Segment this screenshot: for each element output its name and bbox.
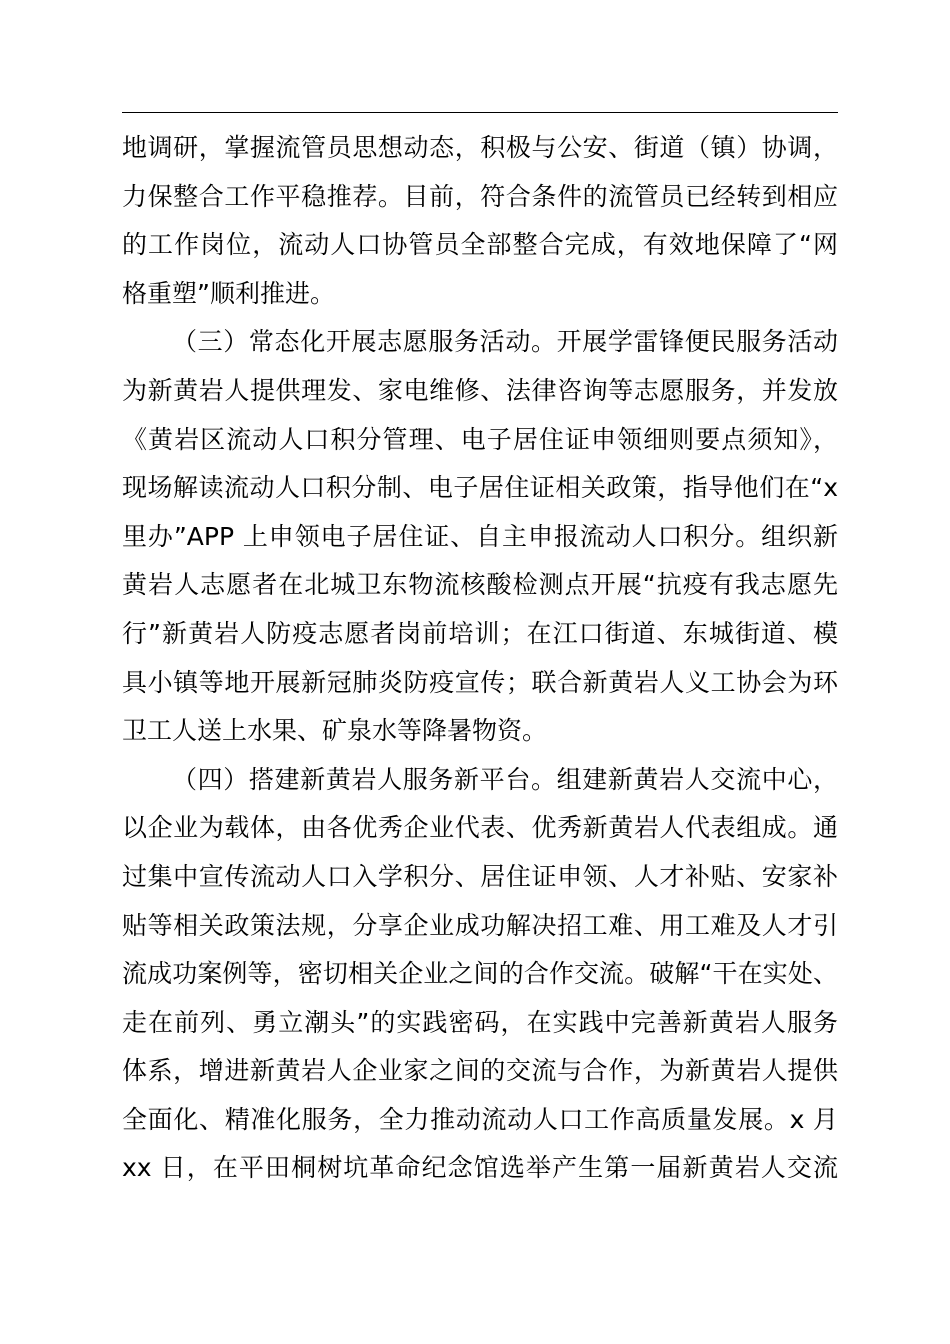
- text-line: 地调研，掌握流管员思想动态，积极与公安、街道（镇）协调，: [122, 133, 838, 162]
- text-line: 体系，增进新黄岩人企业家之间的交流与合作，为新黄岩人提供: [122, 1056, 838, 1086]
- text-line: 走在前列、勇立潮头”的实践密码，在实践中完善新黄岩人服务: [122, 1007, 838, 1037]
- text-line: 为新黄岩人提供理发、家电维修、法律咨询等志愿服务，并发放: [122, 375, 838, 405]
- paragraph-section-4: [122, 756, 838, 1193]
- paragraph-continuation: [122, 124, 838, 318]
- header-rule: [122, 112, 838, 113]
- paragraph-section-3: [122, 318, 838, 755]
- text-line: 行”新黄岩人防疫志愿者岗前培训；在江口街道、东城街道、模: [122, 618, 838, 648]
- text-line: 以企业为载体，由各优秀企业代表、优秀新黄岩人代表组成。通: [122, 813, 838, 843]
- text-line: 力保整合工作平稳推荐。目前，符合条件的流管员已经转到相应: [122, 181, 838, 211]
- text-line: 格重塑”顺利推进。: [122, 278, 335, 308]
- text-line: 过集中宣传流动人口入学积分、居住证申领、人才补贴、安家补: [122, 861, 838, 891]
- section-heading-line: （三）常态化开展志愿服务活动。开展学雷锋便民服务活动: [172, 327, 838, 357]
- text-line: xx 日，在平田桐树坑革命纪念馆选举产生第一届新黄岩人交流: [122, 1153, 838, 1183]
- section-heading-line: （四）搭建新黄岩人服务新平台。组建新黄岩人交流中心，: [172, 764, 838, 794]
- text-line: 黄岩人志愿者在北城卫东物流核酸检测点开展“抗疫有我志愿先: [122, 570, 838, 600]
- text-line: 具小镇等地开展新冠肺炎防疫宣传；联合新黄岩人义工协会为环: [122, 667, 838, 697]
- text-line: 的工作岗位，流动人口协管员全部整合完成，有效地保障了“网: [122, 230, 838, 260]
- text-line: 贴等相关政策法规，分享企业成功解决招工难、用工难及人才引: [122, 910, 838, 940]
- text-line: 《黄岩区流动人口积分管理、电子居住证申领细则要点须知》，: [122, 424, 838, 454]
- text-line: 现场解读流动人口积分制、电子居住证相关政策，指导他们在“x: [122, 473, 838, 503]
- text-line: 卫工人送上水果、矿泉水等降暑物资。: [122, 716, 548, 746]
- text-line: 流成功案例等，密切相关企业之间的合作交流。破解“干在实处、: [122, 959, 838, 989]
- text-line: 全面化、精准化服务，全力推动流动人口工作高质量发展。x 月: [122, 1104, 838, 1134]
- body-text: [122, 124, 838, 1193]
- text-line: 里办”APP 上申领电子居住证、自主申报流动人口积分。组织新: [122, 521, 838, 551]
